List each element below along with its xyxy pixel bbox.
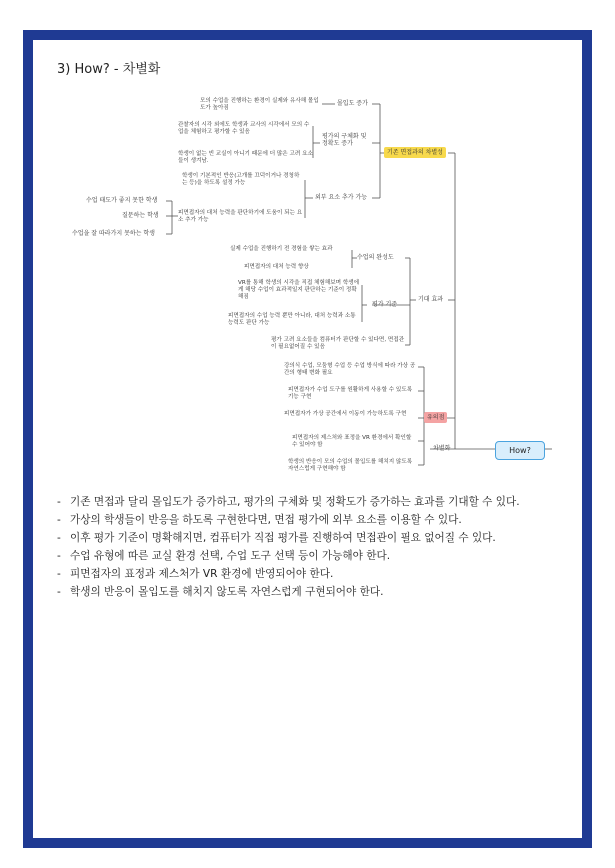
leaf-completeness-1: 실제 수업을 진행하기 전 경험을 쌓는 효과 (230, 246, 333, 252)
sub-external-1: 수업 태도가 좋지 못한 학생 (86, 197, 158, 204)
list-item: - 이후 평가 기준이 명확해지면, 컴퓨터가 직접 평가를 진행하여 면접관이 필요 없어질 수 있다. (57, 529, 562, 547)
section-heading: 3) How? - 차별화 (57, 62, 161, 77)
node-expect: 기대 효과 (418, 296, 444, 303)
leaf-caution-5: 학생의 반응이 모의 수업의 몰입도를 해치지 않도록 자연스럽게 구현해야 함 (288, 459, 413, 472)
leaf-spec-1: 관찰자의 시각 외에도 학생과 교사의 시각에서 모의 수업을 체험하고 평가할 수 있음 (178, 122, 310, 135)
node-mid: 차별화 (433, 445, 451, 452)
leaf-external-1: 학생이 기본적인 반응(고개를 끄덕이거나 경청하는 등)을 하도록 설정 가능 (182, 173, 300, 186)
leaf-caution-2: 피면접자가 수업 도구를 원활하게 사용할 수 있도록 기능 구현 (288, 387, 413, 400)
leaf-external-2: 피면접자의 대처 능력을 판단하기에 도움이 되는 요소 추가 가능 (178, 210, 303, 223)
node-diff: 기존 면접과의 차별성 (384, 147, 446, 158)
leaf-expect-extra: 평가 고려 요소들을 컴퓨터가 판단할 수 있다면, 면접관이 필요없어질 수 있음 (271, 337, 405, 350)
summary-list (57, 493, 562, 601)
list-item: - 가상의 학생들이 반응을 하도록 구현한다면, 면접 평가에 외부 요소를 이용할 수 있다. (57, 511, 562, 529)
node-root: How? (495, 441, 545, 460)
sub-external-2: 질문하는 학생 (122, 212, 159, 219)
list-item: - 학생의 반응이 몰입도를 해치지 않도록 자연스럽게 구현되어야 한다. (57, 583, 562, 601)
leaf-immersion-1: 모의 수업을 진행하는 환경이 실제와 유사해 몰입도가 높아짐 (200, 98, 319, 111)
leaf-spec-2: 학생이 없는 빈 교실이 아니기 때문에 더 많은 고려 요소들이 생겨남. (178, 151, 313, 164)
leaf-criteria-1: VR를 통해 학생의 시각을 직접 체험해보며 학생에게 해당 수업이 효과적일지 판단하는 기준이 정확해짐 (238, 280, 360, 300)
node-completeness: 수업의 완성도 (357, 254, 394, 261)
list-item: - 피면접자의 표정과 제스처가 VR 환경에 반영되어야 한다. (57, 565, 562, 583)
node-spec: 평가의 구체화 및 정확도 증가 (322, 133, 367, 147)
node-caution: 유의점 (424, 412, 447, 423)
list-item: - 수업 유형에 따른 교실 환경 선택, 수업 도구 선택 등이 가능해야 한다. (57, 547, 562, 565)
leaf-criteria-2: 피면접자의 수업 능력 뿐만 아니라, 대처 능력과 소통 능력도 판단 가능 (228, 313, 356, 326)
leaf-caution-3: 피면접자가 가상 공간에서 이동이 가능하도록 구현 (284, 411, 407, 417)
leaf-caution-1: 강의식 수업, 모둠형 수업 등 수업 방식에 따라 가상 공간의 형태 변화 필요 (284, 363, 416, 376)
node-immersion: 몰입도 증가 (337, 100, 368, 107)
sub-external-3: 수업을 잘 따라가지 못하는 학생 (72, 230, 155, 237)
node-criteria: 평가 기준 (372, 301, 398, 308)
leaf-caution-4: 피면접자의 제스처와 표정을 VR 환경에서 확인할 수 있어야 함 (292, 435, 412, 448)
list-item: - 기존 면접과 달리 몰입도가 증가하고, 평가의 구체화 및 정확도가 증가하는 효과를 기대할 수 있다. (57, 493, 562, 511)
leaf-completeness-2: 피면접자의 대처 능력 향상 (244, 264, 309, 270)
node-external: 외부 요소 추가 가능 (315, 194, 368, 201)
